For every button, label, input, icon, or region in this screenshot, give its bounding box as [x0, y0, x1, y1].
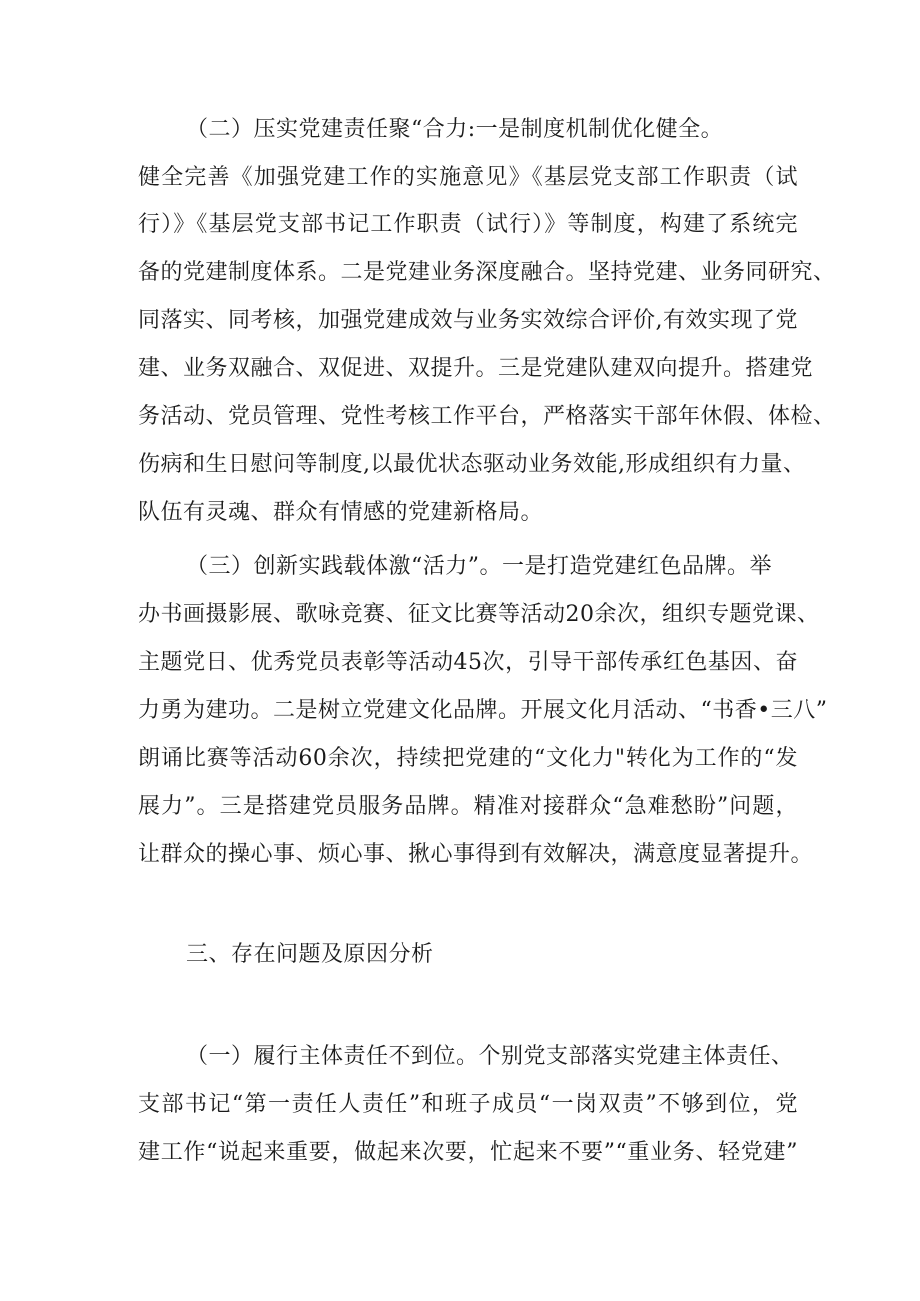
paragraph-3-line-3: 主题党日、优秀党员表彰等活动45次，引导干部传承红色基因、奋	[138, 650, 798, 675]
paragraph-2-line-2: 健全完善《加强党建工作的实施意见》《基层党支部工作职责（试	[138, 165, 798, 190]
paragraph-3-line-2: 办书画摄影展、歌咏竞赛、征文比赛等活动20余次，组织专题党课、	[138, 602, 820, 627]
paragraph-2-line-6: 建、业务双融合、双促进、双提升。三是党建队建双向提升。搭建党	[138, 356, 814, 381]
section-heading: 三、存在问题及原因分析	[186, 942, 434, 967]
paragraph-4-line-3: 建工作“说起来重要，做起来次要，忙起来不要”“重业务、轻党建”	[138, 1140, 798, 1165]
paragraph-4-line-2: 支部书记“第一责任人责任”和班子成员“一岗双责”不够到位，党	[138, 1092, 798, 1117]
paragraph-3-line-5: 朗诵比赛等活动60余次，持续把党建的“文化力"转化为工作的“发	[138, 746, 798, 771]
paragraph-3-line-6: 展力”。三是搭建党员服务品牌。精准对接群众“急难愁盼”问题，	[138, 794, 798, 819]
paragraph-2-line-8: 伤病和生日慰问等制度,以最优状态驱动业务效能,形成组织有力量、	[138, 452, 806, 477]
paragraph-2-line-5: 同落实、同考核，加强党建成效与业务实效综合评价,有效实现了党	[138, 308, 798, 333]
paragraph-2-line-3: 行）》《基层党支部书记工作职责（试行）》等制度，构建了系统完	[138, 212, 798, 237]
paragraph-4-line-1: （一）履行主体责任不到位。个别党支部落实党建主体责任、	[186, 1044, 794, 1069]
paragraph-3-line-7: 让群众的操心事、烦心事、揪心事得到有效解决，满意度显著提升。	[138, 842, 814, 867]
paragraph-3-line-1: （三）创新实践载体激“活力”。一是打造党建红色品牌。举	[186, 554, 772, 579]
paragraph-2-line-4: 备的党建制度体系。二是党建业务深度融合。坚持党建、业务同研究、	[138, 260, 836, 285]
paragraph-2-line-9: 队伍有灵魂、群众有情感的党建新格局。	[138, 500, 544, 525]
paragraph-3-line-4: 力勇为建功。二是树立党建文化品牌。开展文化月活动、“书香•三八”	[138, 698, 828, 723]
paragraph-2-line-7: 务活动、党员管理、党性考核工作平台，严格落实干部年休假、体检、	[138, 404, 836, 429]
paragraph-2-line-1: （二）压实党建责任聚“合力:一是制度机制优化健全。	[186, 117, 724, 142]
